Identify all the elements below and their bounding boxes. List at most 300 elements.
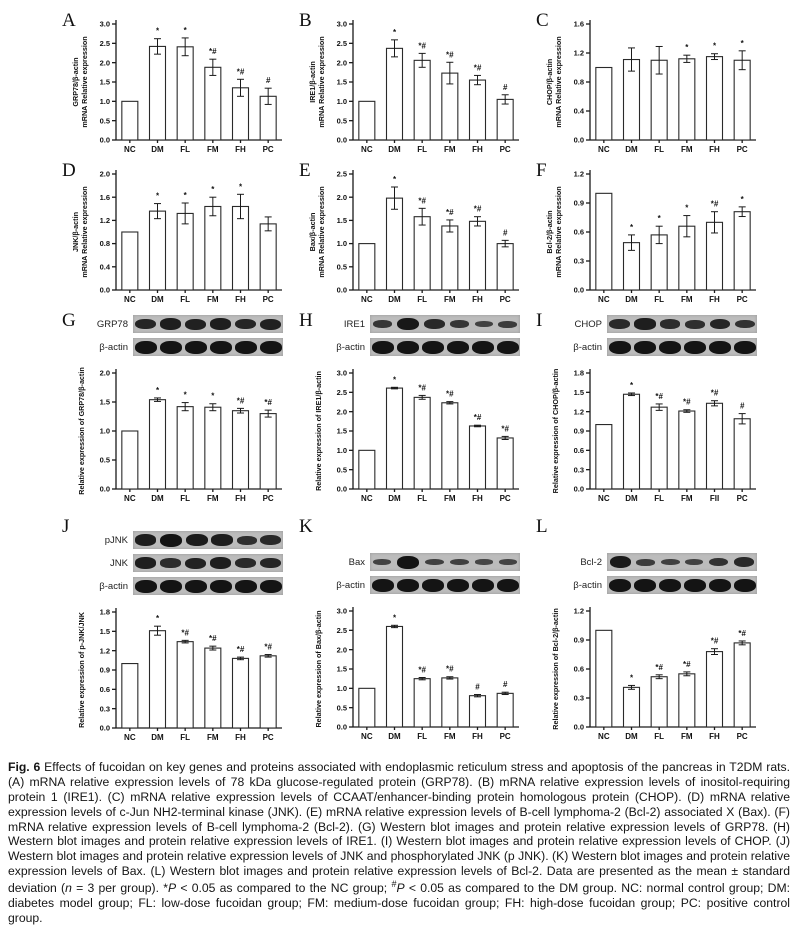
significance-marker: *# [236,67,245,77]
y-tick-label: 2.0 [99,368,110,378]
significance-marker: *# [181,628,189,638]
blot-label: GRP78 [96,318,128,330]
y-tick-label: 2.5 [99,38,110,48]
x-axis-label: FH [709,732,720,741]
blot-label: β-actin [573,579,602,591]
significance-marker: *# [209,47,217,57]
blot-label: β-actin [336,341,365,353]
protein-band [160,341,182,354]
panel-letter: C [536,10,549,31]
y-axis-title: Bax/β-actin [308,212,317,252]
blot-strip-β-actin [370,338,520,356]
significance-marker: *# [264,398,272,408]
y-tick-label: 0.9 [573,198,584,208]
y-tick-label: 1.5 [336,426,347,436]
x-axis-label: FM [681,732,693,741]
x-axis-label: PC [262,733,274,742]
x-axis-label: FM [207,295,219,304]
bar-chart-F [544,160,766,310]
protein-band [472,341,494,354]
significance-marker: *# [209,634,217,644]
protein-band [135,319,156,330]
x-axis-label: FL [417,145,428,154]
x-axis-label: PC [499,295,511,304]
protein-band [425,559,444,566]
protein-band [260,319,281,330]
significance-marker: * [392,613,397,623]
y-tick-label: 2.5 [336,625,347,635]
blot-row [319,552,530,572]
x-axis-label: PC [499,145,511,154]
protein-band [397,341,419,354]
significance-marker: *# [710,388,719,398]
bar-chart-B [307,10,529,160]
y-tick-label: 0.5 [336,116,347,126]
significance-marker: *# [418,41,426,51]
x-axis-label: FH [472,145,483,154]
y-tick-label: 0.4 [99,262,110,272]
significance-marker: *# [236,645,245,655]
y-tick-label: 0.5 [336,262,347,272]
y-axis-title: GRP78/β-actin [71,57,80,107]
bar-chart-J [70,598,292,748]
protein-band [373,559,392,565]
protein-band [237,536,257,545]
protein-band [450,559,469,566]
y-tick-label: 1.5 [336,77,347,87]
protein-band [135,341,157,354]
protein-band [709,341,731,354]
blot-row [556,552,767,572]
y-tick-label: 0.0 [336,484,347,494]
protein-band [734,579,756,592]
protein-band [185,341,207,354]
bar-chart-K [307,597,529,747]
significance-marker: # [502,228,508,238]
protein-band [260,580,282,593]
significance-marker: * [211,391,215,401]
y-axis-title: IRE1/β-actin [308,61,317,103]
x-axis-label: FM [207,145,219,154]
y-tick-label: 0.5 [99,116,110,126]
significance-marker: *# [738,628,746,638]
significance-marker: *# [446,207,454,217]
western-blots-G [82,314,293,357]
y-tick-label: 1.0 [99,96,110,106]
protein-band [610,556,632,568]
protein-band [422,341,444,354]
x-axis-label: NC [361,732,373,741]
caption-segment: # [391,879,397,889]
y-tick-label: 1.0 [336,96,347,106]
significance-marker: * [211,185,215,195]
panel-J [56,514,293,754]
y-tick-label: 0.3 [573,256,584,266]
significance-marker: *# [710,636,719,646]
blot-row [319,337,530,357]
significance-marker: # [502,82,508,92]
x-axis-label: PC [262,295,274,304]
x-axis-label: DM [625,494,638,503]
blot-row [82,530,293,550]
panel-letter: J [62,516,70,537]
y-axis-title: mRNA Relative expression [317,36,326,128]
significance-marker: * [392,27,397,37]
y-tick-label: 0.6 [573,664,584,674]
protein-band [185,319,206,330]
protein-band [210,341,232,354]
significance-marker: * [155,191,160,201]
significance-marker: *# [418,383,426,393]
x-axis-label: DM [625,145,638,154]
x-axis-label: FM [207,494,219,503]
y-tick-label: 2.0 [99,169,110,179]
x-axis-label: DM [151,733,164,742]
y-tick-label: 0.0 [336,722,347,732]
blot-label: β-actin [573,341,602,353]
protein-band [211,534,232,546]
significance-marker: * [740,38,744,48]
x-axis-label: PC [736,295,748,304]
y-tick-label: 1.5 [99,397,110,407]
x-axis-label: FM [444,145,456,154]
caption-segment: < 0.05 as compared to the DM group. NC: normal control group; DM: diabetes model group; FL: low-dose fucoidan group; FM: medium-dose fucoidan group; FH: high-dose fucoidan group; PC: positive control group. [8,881,790,925]
y-tick-label: 1.6 [573,19,584,29]
blot-strip-β-actin [133,338,283,356]
significance-marker: *# [264,642,272,652]
significance-marker: *# [655,662,663,672]
blot-strip-Bax [370,553,520,571]
y-tick-label: 1.0 [336,445,347,455]
y-tick-label: 1.6 [99,192,110,202]
y-tick-label: 0.0 [573,135,584,145]
protein-band [659,341,681,354]
y-tick-label: 0.6 [99,684,110,694]
protein-band [609,341,631,354]
panel-letter: K [299,516,313,537]
y-tick-label: 1.2 [573,48,584,58]
x-axis-label: FH [472,732,483,741]
protein-band [634,341,656,354]
significance-marker: * [740,194,744,204]
x-axis-label: DM [151,145,164,154]
blot-strip-Bcl-2 [607,553,757,571]
y-tick-label: 3.0 [336,368,347,378]
x-axis-label: FH [235,145,246,154]
bar-chart-E [307,160,529,310]
x-axis-label: FM [207,733,219,742]
y-tick-label: 0.3 [99,704,110,714]
panel-A [56,8,293,158]
x-axis-label: FL [654,295,665,304]
protein-band [235,319,256,330]
panel-G [56,308,293,514]
protein-band [499,559,517,565]
bar-chart-H [307,359,529,509]
x-axis-label: FL [654,494,665,503]
protein-band [210,557,231,569]
panel-E [293,158,530,308]
x-axis-label: FL [654,732,665,741]
significance-marker: # [265,76,271,86]
y-tick-label: 1.8 [573,368,584,378]
protein-band [472,579,494,592]
y-tick-label: 1.2 [573,169,584,179]
x-axis-label: PC [262,145,274,154]
significance-marker: *# [683,397,691,407]
protein-band [685,559,704,565]
y-tick-label: 2.5 [336,387,347,397]
protein-band [397,579,419,592]
x-axis-label: FH [235,295,246,304]
x-axis-label: FL [180,733,191,742]
blot-strip-β-actin [607,338,757,356]
y-tick-label: 0.9 [99,665,110,675]
protein-band [709,579,731,592]
significance-marker: *# [655,391,663,401]
x-axis-label: FH [235,494,246,503]
caption-segment: < 0.05 as compared to the NC group; [176,881,392,896]
significance-marker: * [392,174,397,184]
blot-label: IRE1 [343,318,365,330]
protein-band [372,341,394,354]
protein-band [160,580,182,593]
y-tick-label: 0.0 [336,285,347,295]
protein-band [710,319,731,330]
y-tick-label: 1.0 [99,426,110,436]
protein-band [475,559,493,565]
x-axis-label: NC [124,733,136,742]
x-axis-label: FH [472,295,483,304]
x-axis-label: FII [709,494,720,503]
protein-band [135,534,156,546]
blot-label: β-actin [99,341,128,353]
significance-marker: # [739,401,745,411]
protein-band [609,579,631,592]
protein-band [235,341,257,354]
western-blots-L [556,552,767,595]
blot-label: Bcl-2 [580,556,602,568]
panel-K [293,514,530,754]
y-tick-label: 1.2 [99,646,110,656]
y-tick-label: 1.5 [99,626,110,636]
significance-marker: * [712,41,717,51]
protein-band [709,558,729,567]
y-tick-label: 2.0 [336,407,347,417]
protein-band [498,321,517,328]
blot-strip-IRE1 [370,315,520,333]
significance-marker: * [183,25,187,35]
y-axis-title: JNK/β-actin [71,212,80,252]
x-axis-label: NC [124,494,136,503]
significance-marker: *# [446,389,454,399]
y-axis-title: mRNA Relative expression [80,186,89,278]
protein-band [735,320,755,329]
x-axis-label: FL [654,145,665,154]
caption-segment: P [396,881,405,896]
bar-chart-C [544,10,766,160]
bar-chart-G [70,359,292,509]
protein-band [210,580,232,593]
protein-band [734,341,756,354]
x-axis-label: FL [180,494,191,503]
x-axis-label: PC [736,494,748,503]
protein-band [659,579,681,592]
figure-row-1 [56,8,794,158]
protein-band [684,341,706,354]
significance-marker: * [629,673,634,683]
protein-band [450,320,470,328]
panel-letter: B [299,10,312,31]
blot-strip-β-actin [133,577,283,595]
blot-strip-CHOP [607,315,757,333]
bar-chart-A [70,10,292,160]
panel-B [293,8,530,158]
figure-row-3 [56,308,794,514]
x-axis-label: FH [709,145,720,154]
significance-marker: # [475,682,480,692]
protein-band [634,579,656,592]
x-axis-label: FM [681,494,693,503]
y-tick-label: 1.2 [99,216,110,225]
panel-letter: F [536,160,547,181]
western-blots-I [556,314,767,357]
protein-band [235,580,257,593]
y-tick-label: 0.0 [99,484,110,494]
x-axis-label: NC [598,494,610,503]
x-axis-label: NC [124,145,136,154]
x-axis-label: NC [598,145,610,154]
panel-letter: L [536,516,548,537]
protein-band [422,579,444,592]
y-axis-title: Bcl-2/β-actin [545,210,554,254]
panel-L [530,514,767,754]
y-tick-label: 1.5 [336,216,347,225]
x-axis-label: FM [444,494,456,503]
significance-marker: * [183,390,187,400]
protein-band [260,535,281,545]
x-axis-label: FH [709,295,720,304]
y-tick-label: 1.0 [336,683,347,693]
x-axis-label: FM [444,295,456,304]
y-tick-label: 3.0 [336,19,347,29]
x-axis-label: FL [417,295,428,304]
protein-band [135,557,156,569]
blot-label: β-actin [336,579,365,591]
y-axis-title: mRNA Relative expression [554,36,563,128]
panel-letter: I [536,310,543,331]
blot-strip-β-actin [370,576,520,594]
protein-band [185,558,206,569]
protein-band [684,579,706,592]
protein-band [185,580,207,593]
caption-segment: n [65,881,72,896]
protein-band [235,558,256,568]
x-axis-label: NC [124,295,136,304]
protein-band [685,320,705,329]
y-tick-label: 0.0 [573,484,584,494]
y-tick-label: 3.0 [336,606,347,616]
protein-band [373,320,393,328]
blot-label: pJNK [104,534,128,546]
x-axis-label: FM [681,295,693,304]
caption-segment: Fig. 6 [8,760,41,774]
y-axis-title: Relative expression of Bax/β-actin [314,610,323,728]
blot-strip-β-actin [607,576,757,594]
y-tick-label: 0.6 [573,227,584,237]
protein-band [447,341,469,354]
significance-marker: *# [418,196,426,206]
blot-strip-pJNK [133,531,283,549]
significance-marker: * [657,214,661,224]
significance-marker: *# [418,665,426,675]
protein-band [609,319,630,329]
significance-marker: * [629,222,634,232]
x-axis-label: DM [625,295,638,304]
blot-row [82,337,293,357]
significance-marker: *# [473,63,482,73]
x-axis-label: FL [180,295,191,304]
y-axis-title: mRNA Relative expression [317,186,326,278]
x-axis-label: NC [361,295,373,304]
protein-band [210,318,231,330]
significance-marker: *# [710,199,719,209]
y-axis-title: mRNA Relative expression [80,36,89,128]
y-tick-label: 0.0 [99,135,110,145]
x-axis-label: FL [180,145,191,154]
panel-F [530,158,767,308]
x-axis-label: PC [736,732,748,741]
protein-band [397,318,419,331]
protein-band [636,559,655,566]
bar-chart-L [544,597,766,747]
significance-marker: * [155,26,160,36]
y-axis-title: Relative expression of CHOP/β-actin [551,368,560,494]
panel-letter: E [299,160,311,181]
x-axis-label: DM [625,732,638,741]
y-axis-title: Relative expression of p-JNK/JNK [77,612,86,728]
protein-band [660,319,680,329]
significance-marker: * [685,203,689,213]
blot-strip-GRP78 [133,315,283,333]
y-tick-label: 2.0 [336,645,347,655]
y-tick-label: 0.9 [573,426,584,436]
y-tick-label: 2.5 [336,169,347,179]
blot-row [319,314,530,334]
blot-row [556,575,767,595]
significance-marker: * [392,375,397,385]
y-tick-label: 1.0 [336,239,347,249]
significance-marker: * [629,380,634,390]
y-tick-label: 2.0 [99,58,110,68]
blot-row [82,576,293,596]
y-tick-label: 0.5 [336,703,347,713]
significance-marker: * [238,182,243,192]
protein-band [135,580,157,593]
y-tick-label: 1.8 [99,607,110,617]
x-axis-label: DM [388,494,401,503]
bar-chart-I [544,359,766,509]
western-blots-K [319,552,530,595]
protein-band [160,558,180,568]
y-tick-label: 1.2 [573,407,584,417]
y-tick-label: 3.0 [99,19,110,29]
protein-band [397,556,419,569]
y-tick-label: 0.9 [573,635,584,645]
significance-marker: *# [501,424,509,434]
panel-H [293,308,530,514]
x-axis-label: PC [499,732,511,741]
